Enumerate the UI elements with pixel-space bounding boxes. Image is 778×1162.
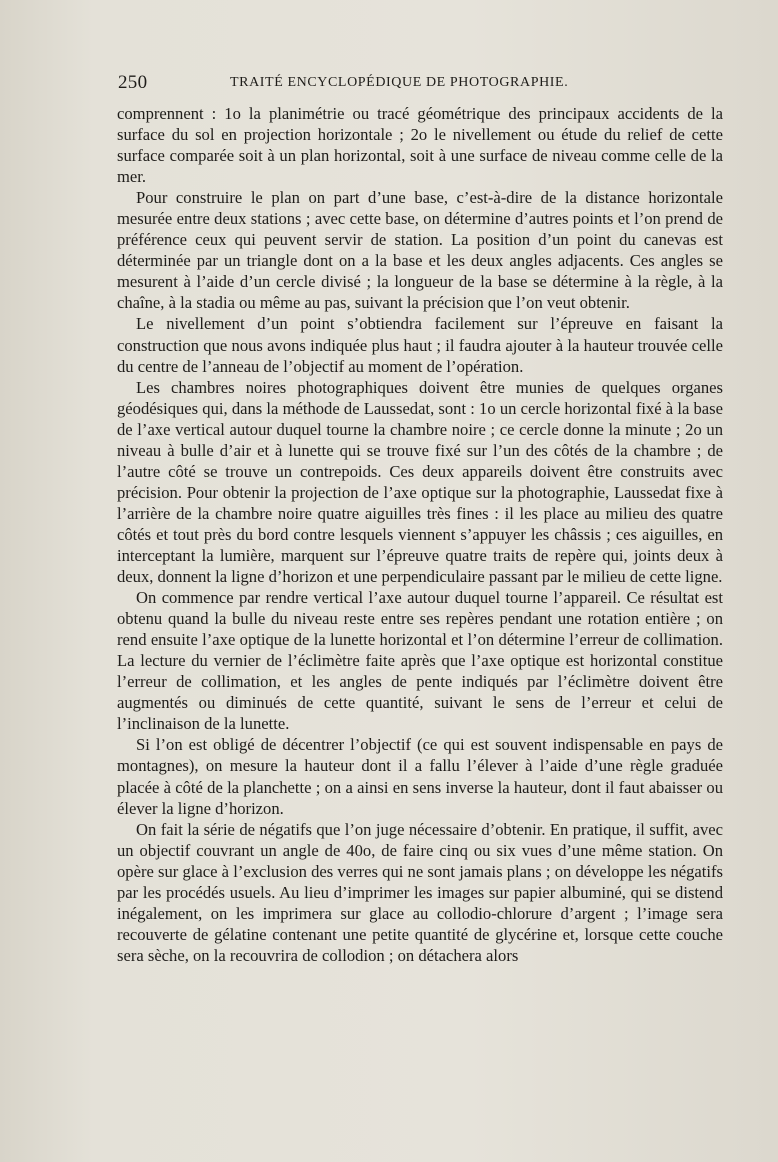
paragraph-camera-organs: Les chambres noires photographiques doivent être munies de quelques organes géodésiques qui, dans la méthode de Laussedat, sont : 1o un cercle horizontal fixé à la base de l’axe vertical autour duquel tourne la chambre noire ; ce cercle donne la minute ; 2o un niveau à bulle d’air et à lunette qui se trouve fixé sur l’un des côtés de la chambre ; de l’autre côté se trouve un contrepoids. Ces deux appareils doivent être construits avec précision. Pour obtenir la projection de l’axe optique sur la photographie, Laussedat fixe à l’arrière de la chambre noire quatre aiguilles très fines : il les place au milieu des quatre côtés et tout près du bord contre lesquels viennent s’appuyer les châssis ; ces aiguilles, en interceptant la lumière, marquent sur l’épreuve quatre traits de repère qui, joints deux à deux, donnent la ligne d’horizon et une perpendiculaire passant par le milieu de cette ligne. bbox=[117, 377, 723, 587]
paragraph-negatives: On fait la série de négatifs que l’on juge nécessaire d’obtenir. En pratique, il suffit, avec un objectif couvrant un angle de 40o, de faire cinq ou six vues d’une même station. On opère sur glace à l’exclusion des verres qui ne sont jamais plans ; on développe les négatifs par les procédés usuels. Au lieu d’imprimer les images sur papier albuminé, qui se distend inégalement, on les imprimera sur glace au collodio-chlorure d’argent ; l’image sera recouverte de gélatine contenant une petite quantité de glycérine et, lorsque cette couche sera sèche, on la recouvrira de collodion ; on détachera alors bbox=[117, 819, 723, 965]
paragraph-vertical-axis: On commence par rendre vertical l’axe autour duquel tourne l’appareil. Ce résultat est obtenu quand la bulle du niveau reste entre ses repères pendant une rotation entière ; on rend ensuite l’axe optique de la lunette horizontal et l’on détermine l’erreur de collimation. La lecture du vernier de l’éclimètre faite après que l’axe optique est horizontal constitue l’erreur de collimation, et les angles de pente indiqués par l’éclimètre doivent être augmentés ou diminués de cette quantité, suivant le sens de l’erreur et celui de l’inclinaison de la lunette. bbox=[117, 588, 723, 734]
page-header bbox=[118, 72, 722, 96]
paragraph-decentering: Si l’on est obligé de décentrer l’objectif (ce qui est souvent indispensable en pays de montagnes), on mesure la hauteur dont il a fallu l’élever à l’aide d’une règle graduée placée à côté de la planchette ; on a ainsi en sens inverse la hauteur, dont il faut abaisser ou élever la ligne d’horizon. bbox=[117, 735, 723, 818]
page-number: 250 bbox=[118, 72, 148, 93]
body-text bbox=[117, 103, 723, 966]
paragraph-leveling: Le nivellement d’un point s’obtiendra facilement sur l’épreuve en faisant la construction que nous avons indiquée plus haut ; il faudra ajouter à la hauteur trouvée celle du centre de l’anneau de l’objectif au moment de l’opération. bbox=[117, 314, 723, 376]
running-title: TRAITÉ ENCYCLOPÉDIQUE DE PHOTOGRAPHIE. bbox=[230, 75, 569, 90]
paragraph-planimetry: Pour construire le plan on part d’une base, c’est-à-dire de la distance horizontale mesurée entre deux stations ; avec cette base, on détermine d’autres points et l’on prend de préférence ceux qui peuvent servir de station. La position d’un point du canevas est déterminée par un triangle dont on a la base et les deux angles adjacents. Ces angles se mesurent à l’aide d’un cercle divisé ; la longueur de la base se détermine à la règle, à la chaîne, à la stadia ou même au pas, suivant la précision que l’on veut obtenir. bbox=[117, 188, 723, 313]
paragraph-continuation: comprennent : 1o la planimétrie ou tracé géométrique des principaux accidents de la surface du sol en projection horizontale ; 2o le nivellement ou étude du relief de cette surface comparée soit à un plan horizontal, soit à une surface de niveau comme celle de la mer. bbox=[117, 104, 723, 187]
